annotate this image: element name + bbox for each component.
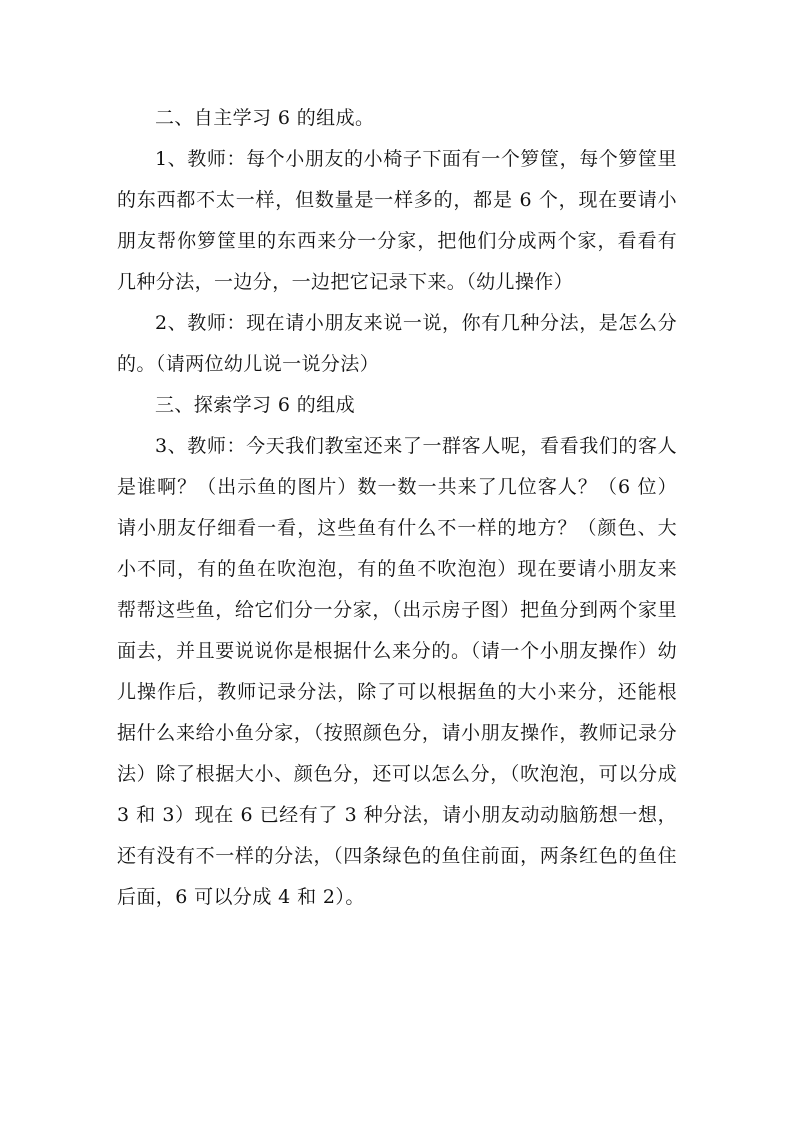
paragraph-step-1: 1、教师：每个小朋友的小椅子下面有一个箩筐，每个箩筐里的东西都不太一样，但数量是一样多的，都是 6 个，现在要请小朋友帮你箩筐里的东西来分一分家，把他们分成两个家，看看有几种分法，一边分，一边把它记录下来。（幼儿操作） bbox=[117, 148, 677, 293]
paragraph-step-2: 2、教师：现在请小朋友来说一说，你有几种分法，是怎么分的。（请两位幼儿说一说分法） bbox=[117, 312, 677, 375]
section-heading-self-study: 二、自主学习 6 的组成。 bbox=[155, 107, 375, 129]
section-heading-explore: 三、探索学习 6 的组成 bbox=[155, 394, 355, 416]
paragraph-step-3: 3、教师：今天我们教室还来了一群客人呢，看看我们的客人是谁啊？（出示鱼的图片）数一数一共来了几位客人？（6 位）请小朋友仔细看一看，这些鱼有什么不一样的地方？（颜色、大小不同，有的鱼在吹泡泡，有的鱼不吹泡泡）现在要请小朋友来帮帮这些鱼，给它们分一分家，（出示房子图）把鱼分到两个家里面去，并且要说说你是根据什么来分的。（请一个小朋友操作）幼儿操作后，教师记录分法，除了可以根据鱼的大小来分，还能根据什么来给小鱼分家，（按照颜色分，请小朋友操作，教师记录分法）除了根据大小、颜色分，还可以怎么分，（吹泡泡，可以分成 3 和 3）现在 6 已经有了 3 种分法，请小朋友动动脑筋想一想，还有没有不一样的分法，（四条绿色的鱼住前面，两条红色的鱼住后面，6 可以分成 4 和 2）。 bbox=[117, 435, 677, 908]
document-body bbox=[117, 98, 677, 918]
